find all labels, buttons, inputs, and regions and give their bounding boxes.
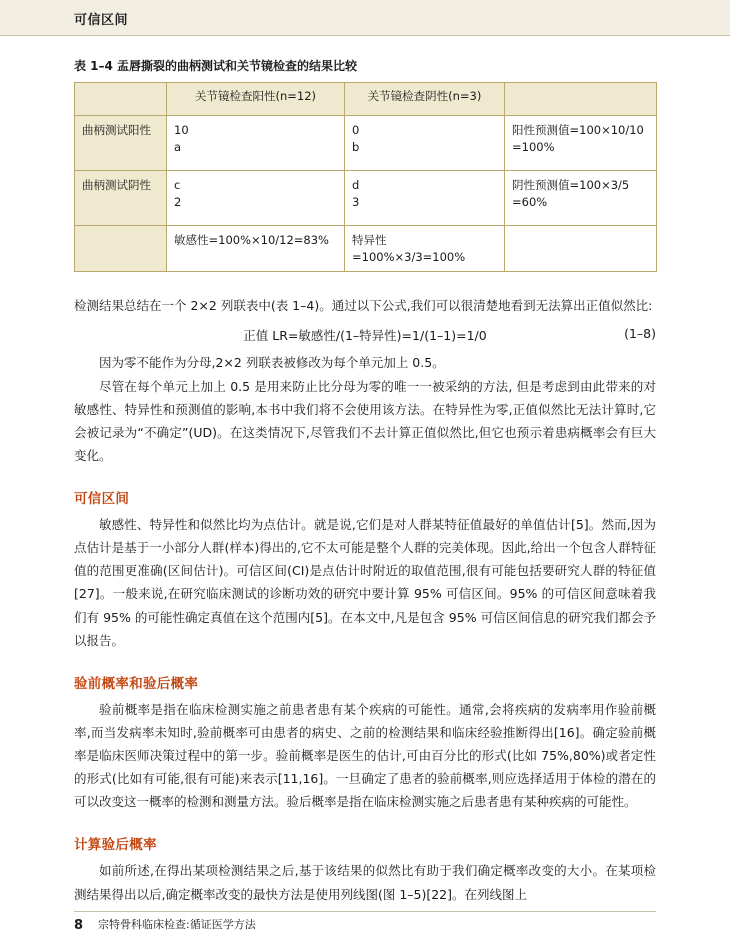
table-cell-specificity: 特异性=100%×3/3=100% [345, 226, 505, 272]
cell-line: 10 [174, 123, 189, 137]
table-cell-r0c3 [505, 116, 657, 171]
paragraph-6: 如前所述,在得出某项检测结果之后,基于该结果的似然比有助于我们确定概率改变的大小。在某项检测结果得出以后,确定概率改变的最快方法是使用列线图(图 1–5)[22]。在列线图上 [74, 863, 656, 902]
table-col-header-0 [75, 83, 167, 116]
cell-line: =60% [512, 194, 548, 209]
cell-line: 3 [352, 194, 360, 209]
section-heading-calc-posttest: 计算验后概率 [74, 837, 157, 854]
formula-positive-lr: 正值 LR=敏感性/(1–特异性)=1/(1–1)=1/0 [243, 328, 487, 344]
table-row [75, 171, 657, 226]
table-footer-row-header [75, 226, 167, 272]
page-content [74, 36, 656, 906]
table-cell-r1c3 [505, 171, 657, 226]
footer-book-title: 宗特骨科临床检查:循证医学方法 [98, 918, 256, 931]
page-footer [0, 903, 730, 943]
table-col-header-2: 关节镜检查阴性(n=3) [345, 83, 505, 116]
paragraph-4: 敏感性、特异性和似然比均为点估计。就是说,它们是对人群某特征值最好的单值估计[5]。然而,因为点估计是基于一小部分人群(样本)得出的,它不太可能是整个人群的完美体现。因此,给出一个包含人群特征值的范围更准确(区间估计)。可信区间(CI)是点估计时附近的取值范围,很有可能包括要研究人群的特征值[27]。一般来说,在研究临床测试的诊断功效的研究中要计算 95% 可信区间。95% 的可信区间意味着我们有 95% 的可能性确定真值在这个范围内[5]。在本文中,凡是包含 95% 可信区间信息的研究我们都会予以报告。 [74, 517, 656, 648]
cell-line: a [174, 139, 182, 154]
table-cell-sensitivity: 敏感性=100%×10/12=83% [167, 226, 345, 272]
paragraph-2: 因为零不能作为分母,2×2 列联表被修改为每个单元加上 0.5。 [99, 355, 445, 371]
running-header [0, 0, 730, 36]
table-caption: 表 1–4 盂唇撕裂的曲柄测试和关节镜检查的结果比较 [74, 59, 358, 73]
table-cell-r1c1 [167, 171, 345, 226]
table-row-header-0: 曲柄测试阳性 [75, 116, 167, 171]
cell-line: =100% [512, 139, 555, 154]
cell-line: 2 [174, 194, 182, 209]
cell-line: b [352, 139, 360, 154]
cell-line: 阳性预测值=100×10/10 [512, 123, 644, 137]
table-cell-r1c2 [345, 171, 505, 226]
table-footer-row [75, 226, 657, 272]
paragraph-1: 检测结果总结在一个 2×2 列联表中(表 1–4)。通过以下公式,我们可以很清楚地看到无法算出正值似然比: [74, 298, 653, 314]
running-header-title: 可信区间 [74, 13, 129, 28]
table-cell-r0c2 [345, 116, 505, 171]
table-cell-r0c1 [167, 116, 345, 171]
paragraph-5: 验前概率是指在临床检测实施之前患者患有某个疾病的可能性。通常,会将疾病的发病率用作验前概率,而当发病率未知时,验前概率可由患者的病史、之前的检测结果和临床经验推断得出[16]。确定验前概率是临床医师决策过程中的第一步。验前概率是医生的估计,可由百分比的形式(比如 75%,80%)或者定性的形式(比如有可能,很有可能)来表示[11,16]。一旦确定了患者的验前概率,则应选择适用于体检的潜在的可以改变这一概率的检测和测量方法。验后概率是指在临床检测实施之后患者患有某种疾病的可能性。 [74, 701, 656, 810]
table-row [75, 116, 657, 171]
footer-divider [74, 911, 656, 912]
results-comparison-table [74, 82, 657, 272]
cell-line: 0 [352, 123, 360, 137]
section-heading-pretest-posttest: 验前概率和验后概率 [74, 675, 199, 692]
section-heading-confidence-interval: 可信区间 [74, 491, 130, 508]
formula-number: (1–8) [624, 326, 656, 342]
table-col-header-3 [505, 83, 657, 116]
formula-row [74, 326, 656, 344]
table-col-header-1: 关节镜检查阳性(n=12) [167, 83, 345, 116]
paragraph-3: 尽管在每个单元上加上 0.5 是用来防止比分母为零的唯一一被采纳的方法, 但是考虑到由此带来的对敏感性、特异性和预测值的影响,本书中我们将不会使用该方法。在特异性为零,正值似然比无法计算时,它会被记录为“不确定”(UD)。在这类情况下,尽管我们不去计算正值似然比,但它也预示着患病概率会有巨大变化。 [74, 378, 656, 463]
page-number: 8 [74, 918, 84, 933]
table-row-header-1: 曲柄测试阴性 [75, 171, 167, 226]
cell-line: 阴性预测值=100×3/5 [512, 178, 630, 192]
cell-line: d [352, 178, 360, 192]
cell-line: c [174, 178, 181, 192]
table-cell-empty [505, 226, 657, 272]
table-header-row [75, 83, 657, 116]
